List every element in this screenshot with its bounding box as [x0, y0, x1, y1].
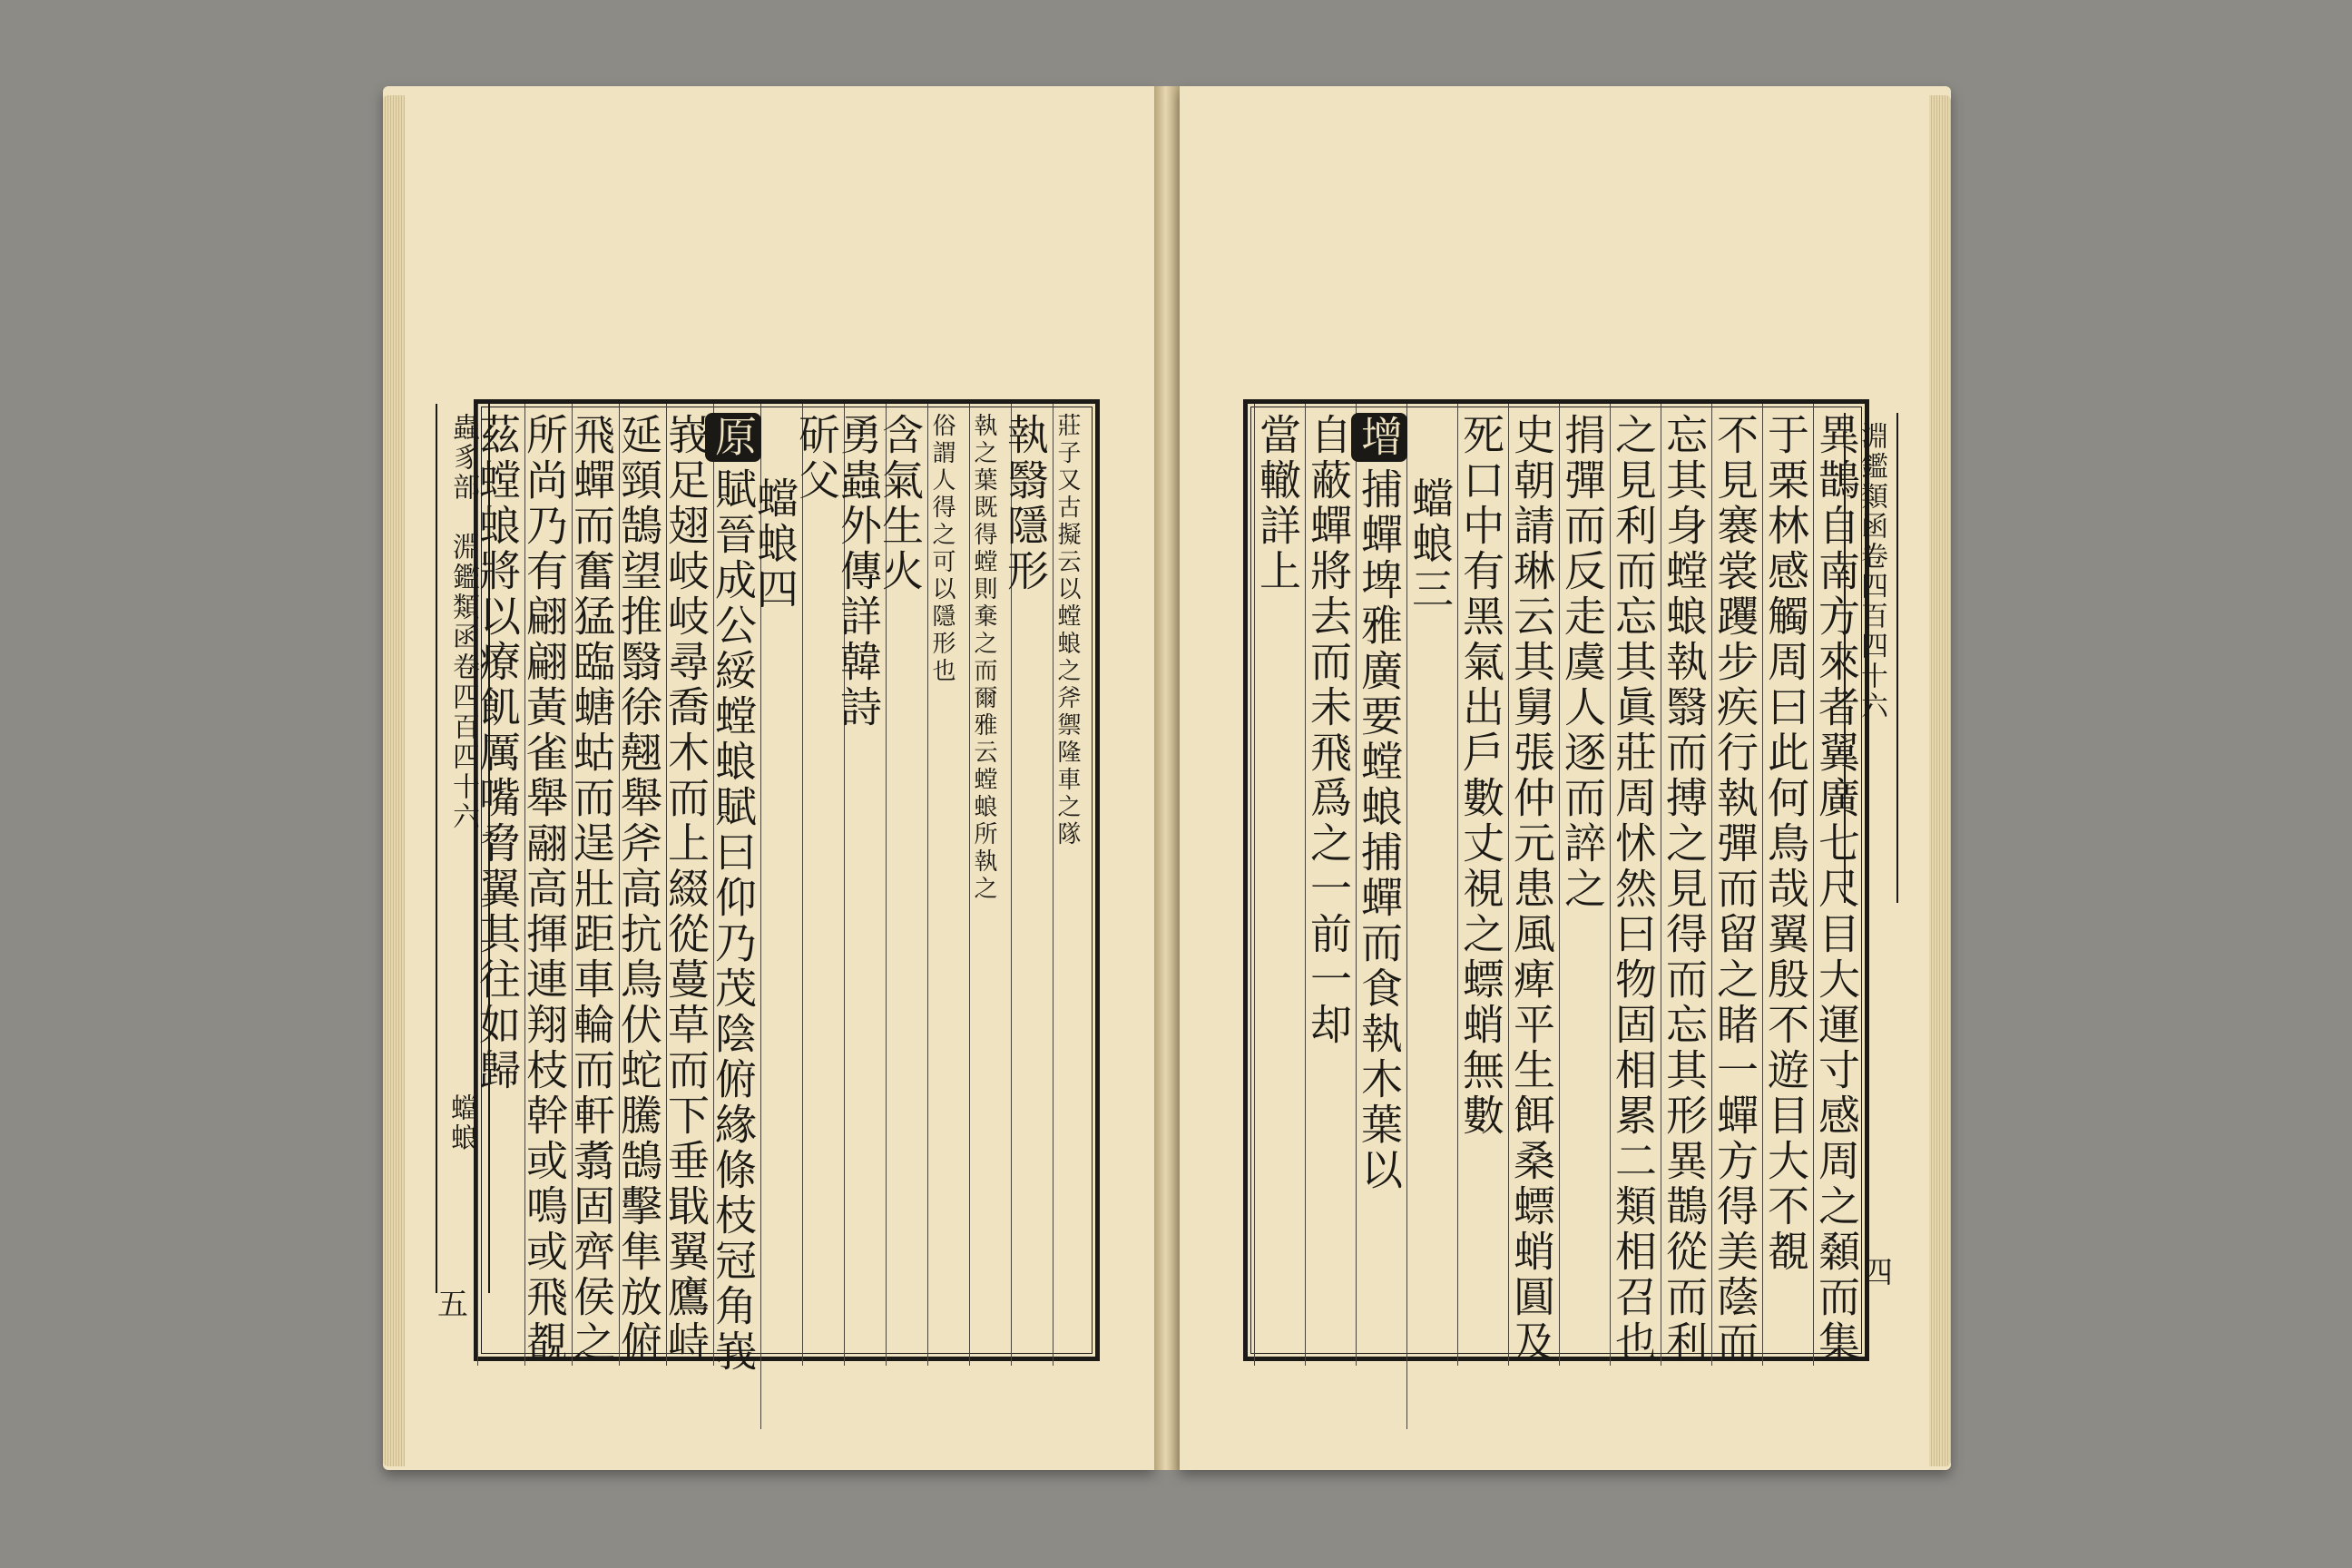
column-text: 茲螳蜋將以療飢厲嘴脅翼其往如歸: [473, 413, 522, 1093]
banner-text: 蟲豸部 淵鑑類函卷四百四十六: [447, 413, 479, 832]
column-text: 增捕蟬埤雅廣要螳蜋捕蟬而食執木葉以: [1355, 413, 1404, 1193]
column: [792, 404, 845, 1366]
column-text: 所尚乃有翩翩黃雀舉翮高揮連翔枝幹或鳴或飛覩: [520, 413, 569, 1366]
column-text: 俗謂人得之可以隱形也: [928, 413, 956, 685]
section-title-text: 蟷蜋四: [750, 476, 799, 612]
column: [1762, 404, 1814, 1366]
page-edge: [1929, 95, 1951, 1466]
column: [1711, 404, 1763, 1366]
column: [1661, 404, 1712, 1366]
column-text: 延頸鵠望推翳徐翹舉斧高抗鳥伏蛇騰鵠擊隼放俯: [614, 413, 663, 1366]
section-label: [436, 1084, 486, 1162]
column: [567, 404, 620, 1366]
column-text: 含氣生火: [876, 413, 925, 594]
right-page: [1180, 86, 1951, 1470]
banner-text: 淵鑑類函卷四百四十六: [1856, 422, 1887, 721]
column-text: 飛蟬而奮猛臨螗蛄而逞壯距車輪而軒翥固齊侯之: [567, 413, 616, 1366]
column-text: 勇蟲外傳詳韓詩: [834, 413, 883, 730]
column: [1508, 404, 1560, 1366]
column-text: 忘其身螳蜋執翳而搏之見得而忘其形異鵲從而利: [1660, 413, 1709, 1366]
column: [1305, 404, 1357, 1366]
column: [927, 404, 970, 1366]
column-text: 當轍詳上: [1253, 413, 1302, 594]
column-text: 自蔽蟬將去而未飛爲之一前一却: [1304, 413, 1353, 1048]
column: [876, 404, 928, 1366]
column-text: 史朝請琳云其舅張仲元患風痺平生餌桑螵蛸圓及: [1507, 413, 1556, 1366]
column-text: 峩足翅岐岐尋喬木而上綴從蔓草而下垂戢翼鷹峙: [662, 413, 710, 1366]
book-gutter: [1154, 86, 1180, 1470]
column-text: 斫父: [792, 413, 841, 504]
column-text: 執之葉既得螳則棄之而爾雅云螳蜋所執之: [970, 413, 997, 903]
section-title: [750, 404, 803, 1429]
page-number: 五: [437, 1287, 468, 1323]
column: [1053, 404, 1095, 1366]
column-text: 異鵲自南方來者翼廣七尺目大運寸感周之顙而集: [1812, 413, 1861, 1366]
column: [834, 404, 887, 1366]
section-title: [1406, 404, 1458, 1429]
marker-badge: 原: [705, 413, 761, 462]
column: [662, 404, 714, 1366]
column: [1254, 404, 1306, 1366]
section-label-text: 蟷蜋: [446, 1093, 477, 1153]
column: [1001, 404, 1054, 1366]
column: [614, 404, 667, 1366]
page-banner: [1844, 413, 1898, 903]
section-title-text: 蟷蜋三: [1406, 476, 1455, 612]
column: [1559, 404, 1611, 1366]
left-page: [383, 86, 1154, 1470]
column-text: 莊子又古擬云以螳蜋之斧禦隆車之隊: [1054, 413, 1081, 848]
column-text: 原賦晉成公綏螳蜋賦曰仰乃茂陰俯緣條枝冠角峩: [709, 413, 758, 1375]
column: [1457, 404, 1509, 1366]
column-text: 不見褰裳躩步疾行執彈而留之睹一蟬方得美蔭而: [1710, 413, 1759, 1366]
column-text: 之見利而忘其眞莊周怵然曰物固相累二類相召也: [1609, 413, 1658, 1366]
column-text: 捐彈而反走虞人逐而誶之: [1558, 413, 1607, 912]
column: [709, 404, 761, 1375]
left-text-frame: [473, 399, 1100, 1375]
column-text: 于栗林感觸周曰此何鳥哉翼殷不遊目大不覩: [1761, 413, 1810, 1275]
column: [969, 404, 1012, 1366]
marker-badge: 增: [1351, 413, 1407, 462]
column-text: 執翳隱形: [1001, 413, 1050, 594]
page-edge: [383, 95, 405, 1466]
column: [520, 404, 573, 1366]
page-number: 四: [1862, 1255, 1893, 1291]
right-text-frame: [1243, 399, 1869, 1366]
column: [1610, 404, 1661, 1366]
column: [1356, 404, 1407, 1366]
column-text: 死口中有黑氣出戶數丈視之螵蛸無數: [1456, 413, 1505, 1139]
book-spread: [363, 86, 1969, 1484]
